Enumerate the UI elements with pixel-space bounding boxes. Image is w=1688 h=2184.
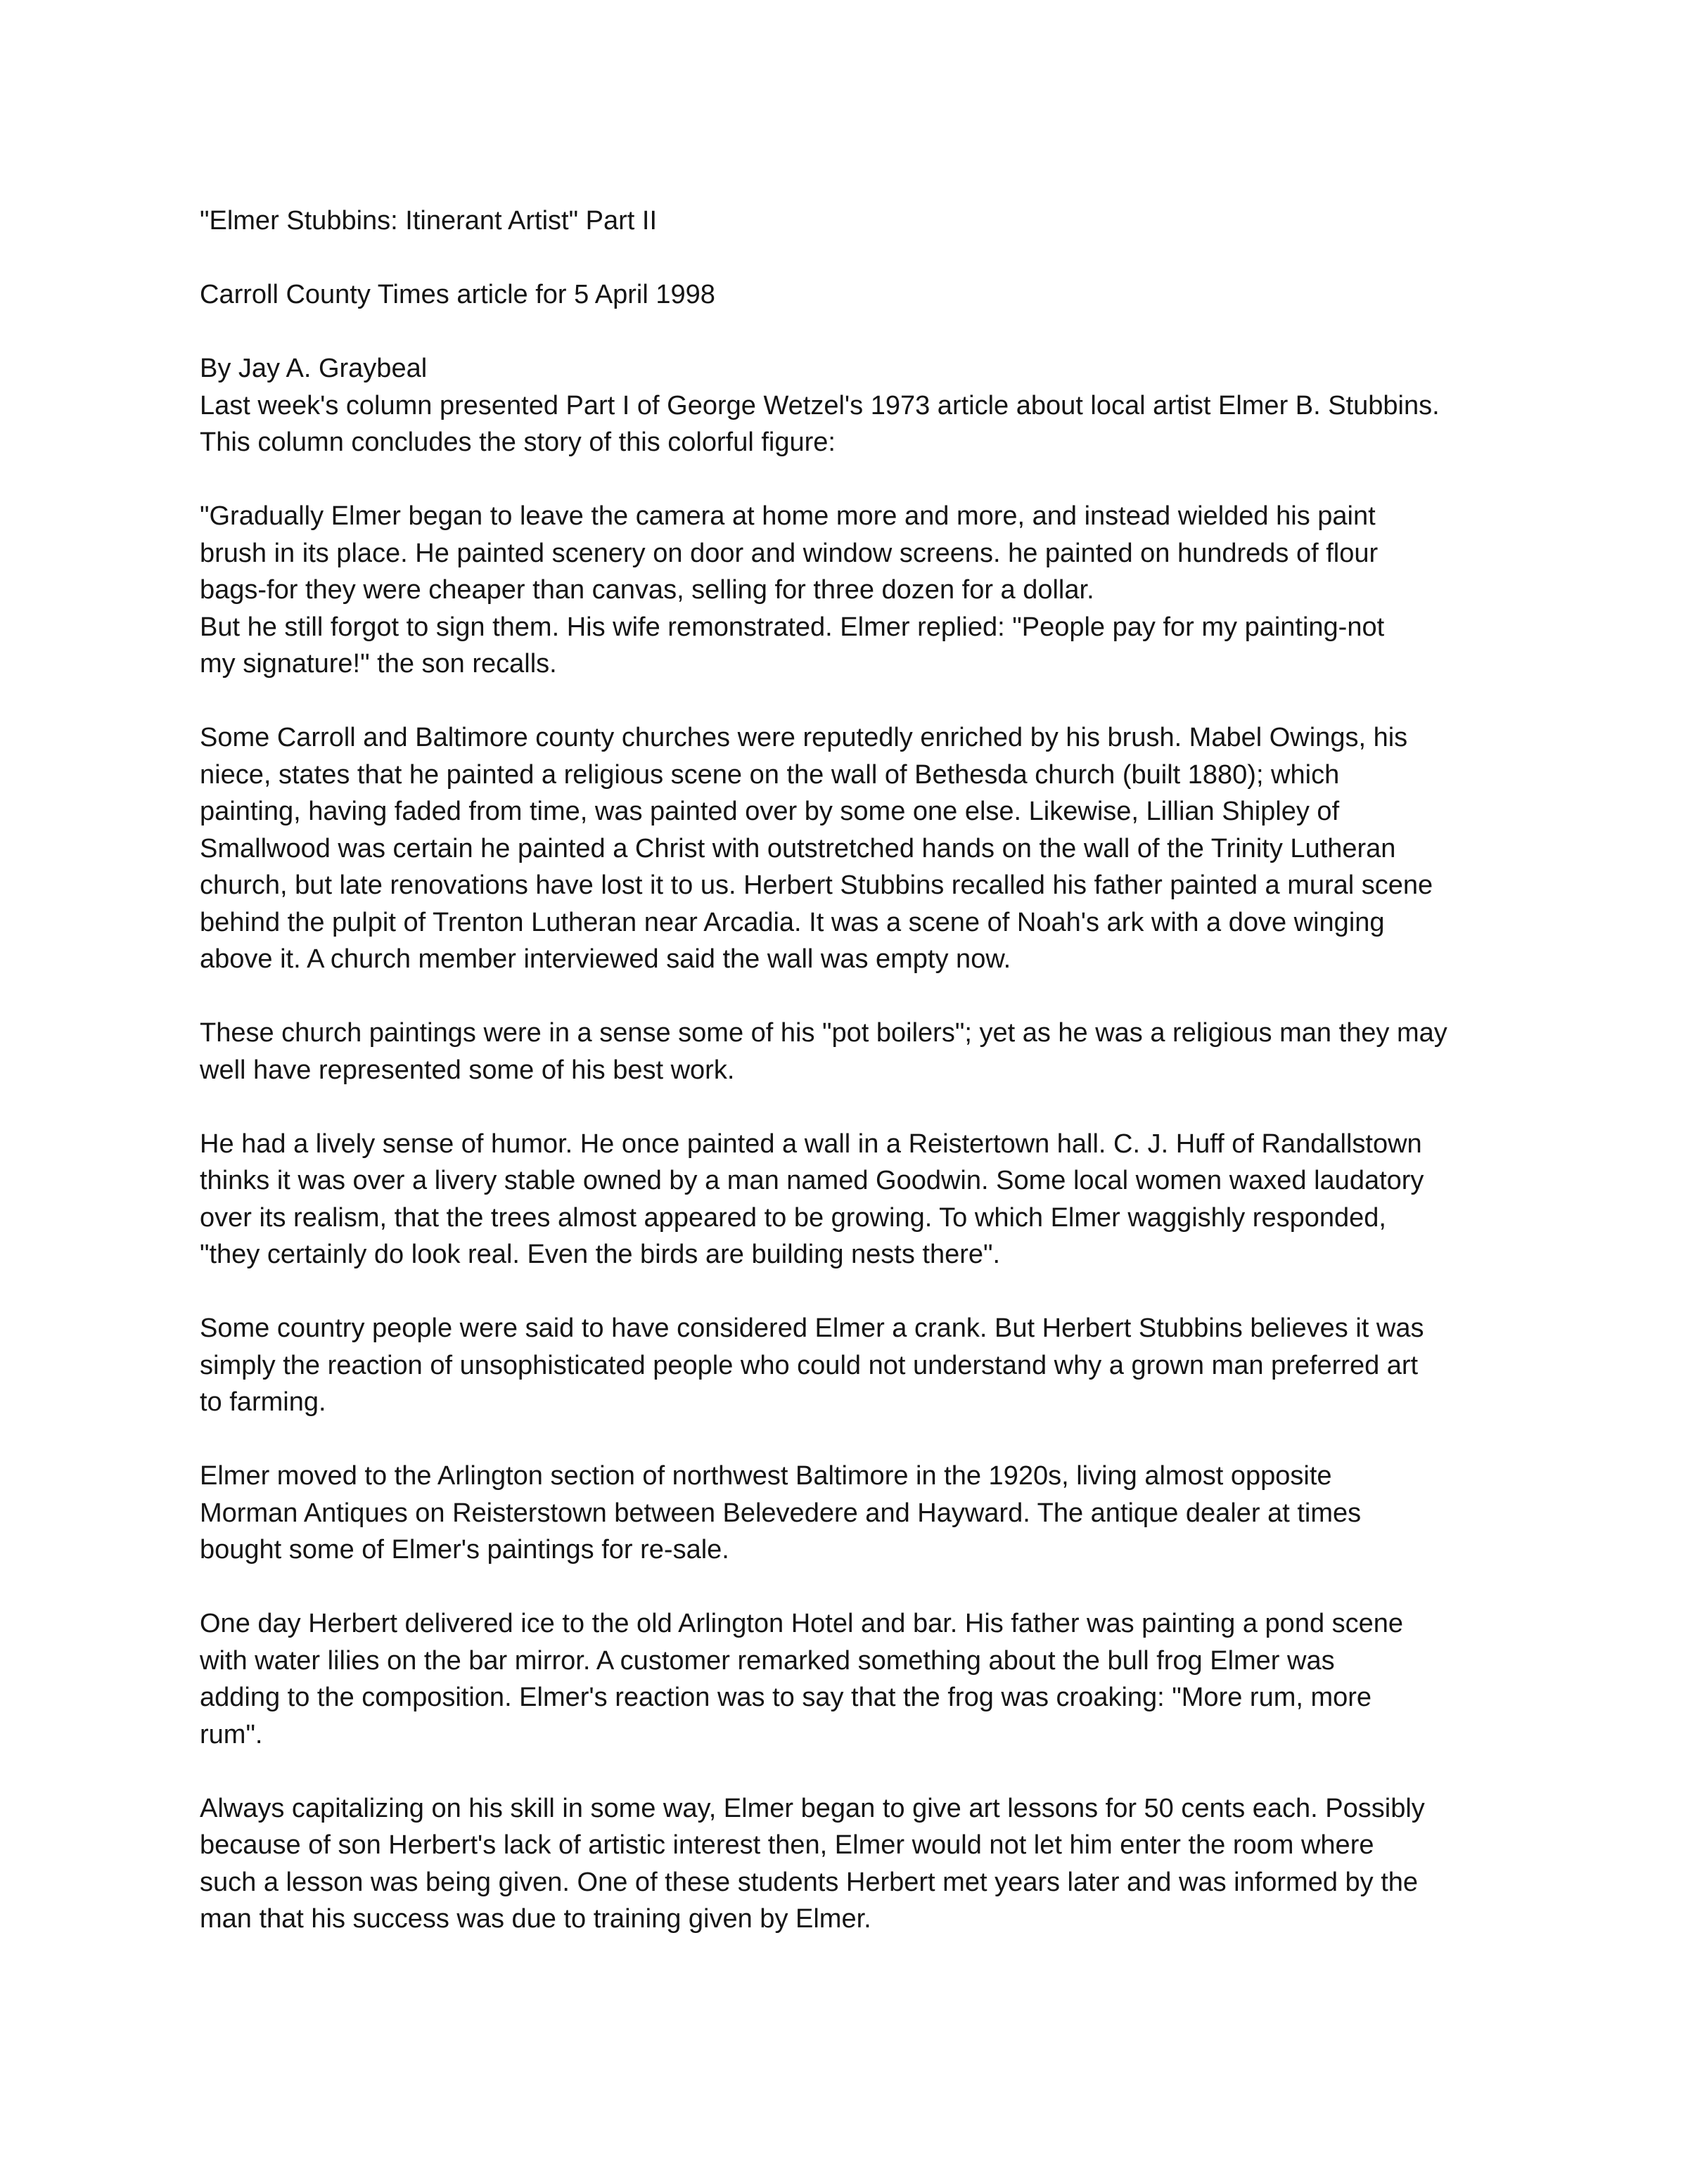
text-line: Morman Antiques on Reisterstown between Belevedere and Hayward. The antique dealer at times <box>200 1498 1362 1528</box>
text-line: Elmer moved to the Arlington section of northwest Baltimore in the 1920s, living almost opposite <box>200 1461 1332 1491</box>
paragraph-gap <box>200 1753 1515 1790</box>
text-line: thinks it was over a livery stable owned by a man named Goodwin. Some local women waxed laudatory <box>200 1166 1424 1195</box>
text-line: "Gradually Elmer began to leave the camera at home more and more, and instead wielded his paint <box>200 501 1376 531</box>
text-line: painting, having faded from time, was painted over by some one else. Likewise, Lillian Shipley of <box>200 797 1340 826</box>
text-line: because of son Herbert's lack of artistic interest then, Elmer would not let him enter the room where <box>200 1830 1374 1860</box>
text-line: This column concludes the story of this colorful figure: <box>200 428 836 457</box>
paragraph-bar-mirror <box>200 1605 1515 1753</box>
text-line: well have represented some of his best work. <box>200 1055 735 1085</box>
article-body <box>200 203 1515 1938</box>
text-line: such a lesson was being given. One of these students Herbert met years later and was informed by the <box>200 1867 1419 1897</box>
paragraph-gap <box>200 1088 1515 1126</box>
text-line: behind the pulpit of Trenton Lutheran near Arcadia. It was a scene of Noah's ark with a dove winging <box>200 907 1385 937</box>
text-line: man that his success was due to training given by Elmer. <box>200 1904 871 1934</box>
paragraph-gap <box>200 683 1515 720</box>
text-line: niece, states that he painted a religious scene on the wall of Bethesda church (built 1880); which <box>200 759 1340 790</box>
paragraph-gap <box>200 1273 1515 1311</box>
text-line: church, but late renovations have lost it to us. Herbert Stubbins recalled his father painted a mural scene <box>200 871 1433 900</box>
paragraph-humor <box>200 1126 1515 1273</box>
article-title: "Elmer Stubbins: Itinerant Artist" Part II <box>200 206 658 236</box>
paragraph-paint-brush <box>200 498 1515 683</box>
paragraph-gap <box>200 314 1515 351</box>
paragraph-gap <box>200 978 1515 1015</box>
text-line: over its realism, that the trees almost appeared to be growing. To which Elmer waggishly responded, <box>200 1202 1386 1233</box>
paragraph-gap <box>200 461 1515 499</box>
paragraph-gap <box>200 240 1515 277</box>
text-line: Smallwood was certain he painted a Christ with outstretched hands on the wall of the Trinity Lutheran <box>200 833 1396 863</box>
text-line: One day Herbert delivered ice to the old Arlington Hotel and bar. His father was painting a pond scene <box>200 1609 1404 1638</box>
text-line: to farming. <box>200 1387 326 1417</box>
text-line: Some Carroll and Baltimore county churches were reputedly enriched by his brush. Mabel Owings, his <box>200 723 1408 752</box>
text-line: bags-for they were cheaper than canvas, selling for three dozen for a dollar. <box>200 575 1094 605</box>
text-line: rum". <box>200 1719 263 1749</box>
text-line: bought some of Elmer's paintings for re-sale. <box>200 1535 729 1565</box>
text-line: These church paintings were in a sense some of his "pot boilers"; yet as he was a religious man they may <box>200 1018 1447 1048</box>
text-line: my signature!" the son recalls. <box>200 649 557 679</box>
text-line: Always capitalizing on his skill in some way, Elmer began to give art lessons for 50 cents each. Possibly <box>200 1793 1425 1823</box>
article-source: Carroll County Times article for 5 April 1998 <box>200 280 715 309</box>
text-line: Last week's column presented Part I of George Wetzel's 1973 article about local artist Elmer B. Stubbins. <box>200 390 1440 420</box>
paragraph-pot-boilers <box>200 1015 1515 1088</box>
paragraph-gap <box>200 1569 1515 1606</box>
text-line: Some country people were said to have considered Elmer a crank. But Herbert Stubbins believes it was <box>200 1313 1424 1343</box>
article-byline: By Jay A. Graybeal <box>200 354 428 383</box>
text-line: with water lilies on the bar mirror. A customer remarked something about the bull frog Elmer was <box>200 1645 1335 1676</box>
text-line: simply the reaction of unsophisticated people who could not understand why a grown man preferred art <box>200 1350 1419 1380</box>
text-line: adding to the composition. Elmer's reaction was to say that the frog was croaking: "More rum, more <box>200 1683 1372 1712</box>
paragraph-art-lessons <box>200 1790 1515 1938</box>
paragraph-crank <box>200 1310 1515 1421</box>
text-line: brush in its place. He painted scenery on door and window screens. he painted on hundreds of flour <box>200 538 1379 568</box>
text-line: "they certainly do look real. Even the birds are building nests there". <box>200 1240 1001 1269</box>
text-line: But he still forgot to sign them. His wife remonstrated. Elmer replied: "People pay for my painting-not <box>200 612 1385 642</box>
paragraph-intro <box>200 387 1515 461</box>
text-line: He had a lively sense of humor. He once painted a wall in a Reistertown hall. C. J. Huff of Randallstown <box>200 1129 1422 1159</box>
paragraph-churches <box>200 719 1515 978</box>
paragraph-arlington <box>200 1458 1515 1569</box>
paragraph-gap <box>200 1421 1515 1458</box>
text-line: above it. A church member interviewed said the wall was empty now. <box>200 944 1011 974</box>
